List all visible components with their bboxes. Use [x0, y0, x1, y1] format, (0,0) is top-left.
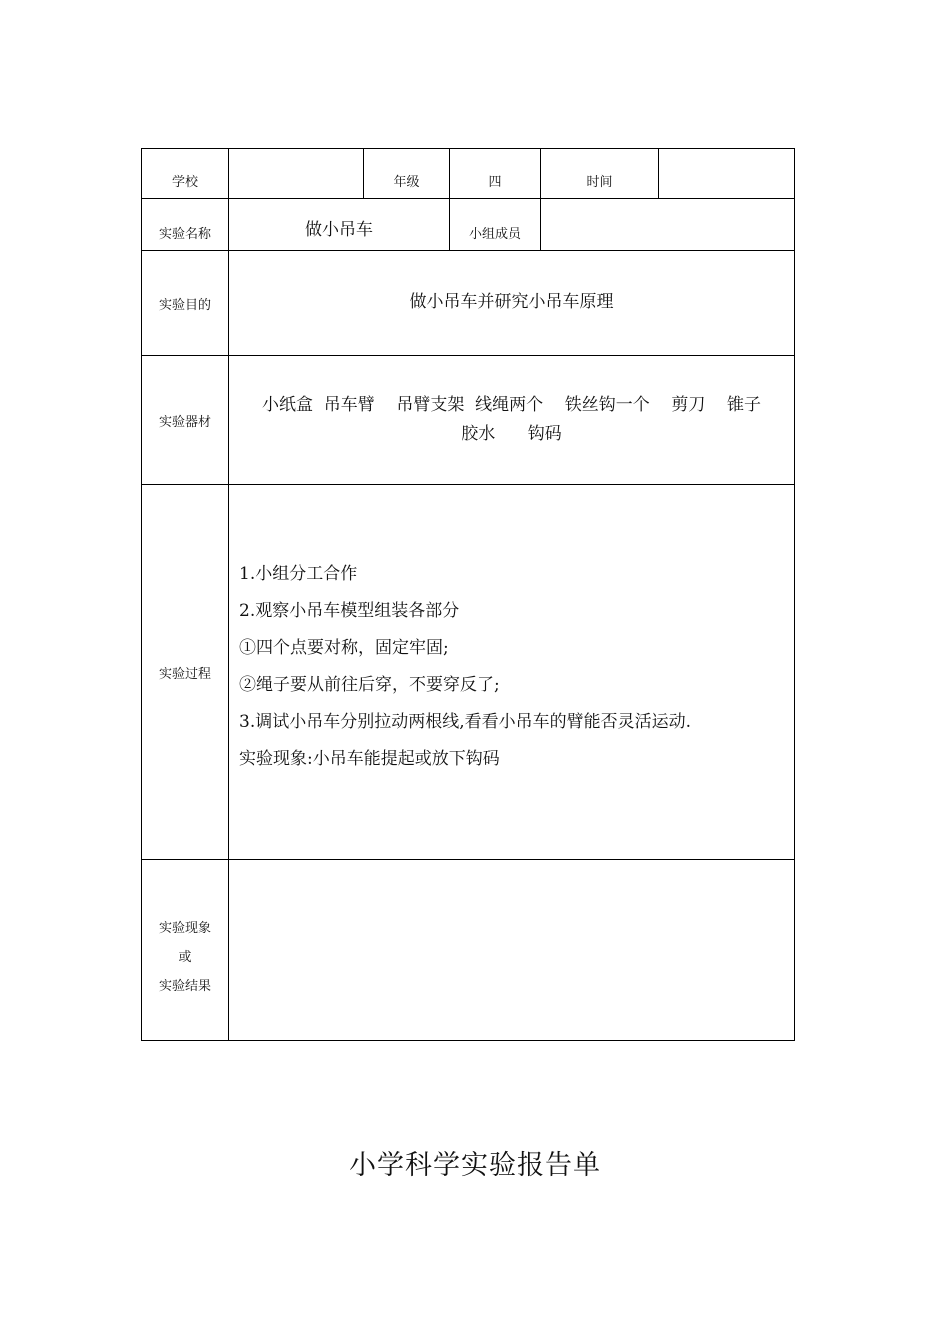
- process-line: ①四个点要对称，固定牢固;: [239, 638, 449, 658]
- process-line: ②绳子要从前往后穿，不要穿反了;: [239, 675, 500, 695]
- process-line: 3.调试小吊车分别拉动两根线,看看小吊车的臂能否灵活运动.: [239, 712, 692, 732]
- materials-label: 实验器材: [142, 356, 229, 485]
- row-experiment-name: [142, 199, 795, 251]
- materials-line: 小纸盒 吊车臂 吊臂支架 线绳两个 铁丝钩一个 剪刀 锥子: [261, 395, 762, 415]
- purpose-value[interactable]: 做小吊车并研究小吊车原理: [229, 251, 795, 356]
- group-members-label: 小组成员: [450, 199, 541, 251]
- result-field[interactable]: [229, 860, 795, 1041]
- row-purpose: [142, 251, 795, 356]
- result-label-line: 或: [178, 949, 192, 965]
- row-result: [142, 860, 795, 1041]
- purpose-label: 实验目的: [142, 251, 229, 356]
- process-label: 实验过程: [142, 485, 229, 860]
- row-process: [142, 485, 795, 860]
- grade-label: 年级: [364, 149, 450, 199]
- document-title: 小学科学实验报告单: [349, 1150, 601, 1181]
- grade-value[interactable]: 四: [450, 149, 541, 199]
- process-value[interactable]: [229, 485, 795, 860]
- experiment-name-label: 实验名称: [142, 199, 229, 251]
- process-line: 1.小组分工合作: [239, 564, 358, 584]
- result-label-line: 实验结果: [158, 978, 211, 994]
- school-field[interactable]: [229, 149, 364, 199]
- result-label-line: 实验现象: [158, 920, 211, 936]
- result-label: [142, 860, 229, 1041]
- group-members-field[interactable]: [541, 199, 795, 251]
- row-materials: [142, 356, 795, 485]
- experiment-report-table: [141, 148, 795, 1041]
- time-field[interactable]: [659, 149, 795, 199]
- process-line: 实验现象:小吊车能提起或放下钩码: [239, 749, 500, 769]
- experiment-name-value[interactable]: 做小吊车: [229, 199, 450, 251]
- school-label: 学校: [142, 149, 229, 199]
- row-school-grade-time: [142, 149, 795, 199]
- materials-value[interactable]: [229, 356, 795, 485]
- process-line: 2.观察小吊车模型组装各部分: [239, 601, 460, 621]
- materials-line: 胶水 钩码: [461, 424, 562, 444]
- time-label: 时间: [541, 149, 659, 199]
